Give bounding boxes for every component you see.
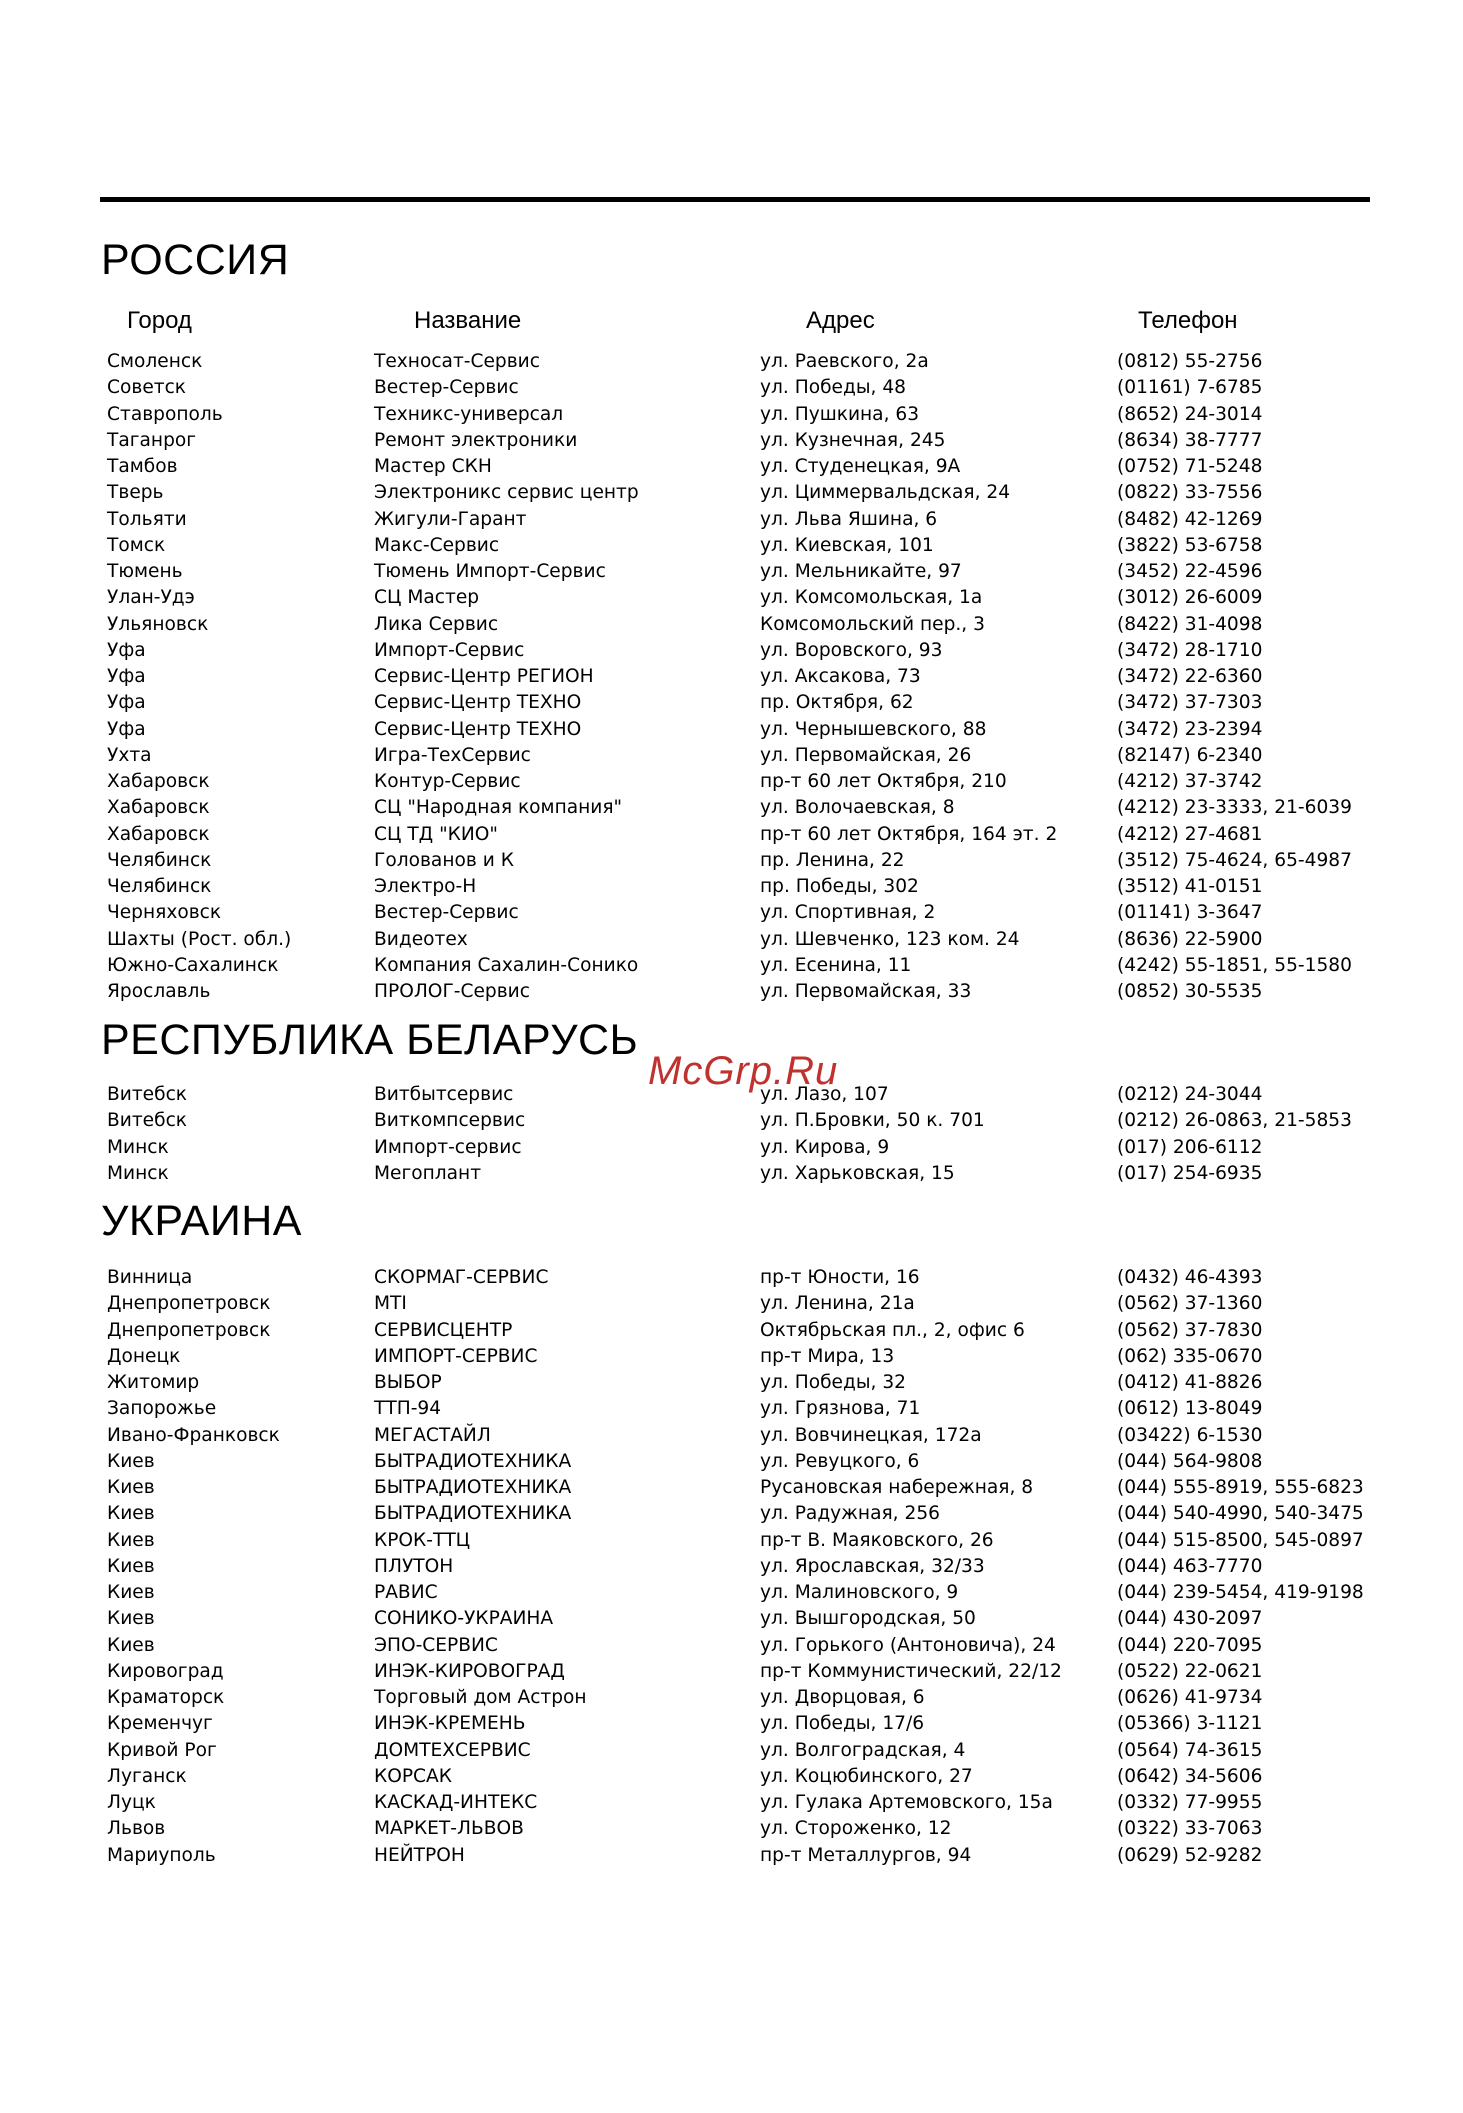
table-row	[0, 874, 1463, 900]
cell-city: Ухта	[107, 744, 152, 766]
cell-name: Торговый дом Астрон	[374, 1687, 587, 1708]
cell-name: Витбытсервис	[374, 1084, 514, 1105]
cell-name: Виткомпсервис	[374, 1110, 526, 1132]
table-row	[0, 1738, 1463, 1764]
table-row	[0, 743, 1463, 769]
cell-address: ул. Дворцовая, 6	[760, 1687, 925, 1708]
cell-address: ул. Есенина, 11	[760, 954, 912, 976]
cell-city: Тольяти	[107, 508, 187, 530]
cell-name: СЦ ТД "КИО"	[374, 823, 498, 845]
table-row	[0, 1790, 1463, 1816]
cell-address: ул. Харьковская, 15	[760, 1162, 955, 1184]
cell-phone: (0562) 37-1360	[1117, 1293, 1263, 1315]
cell-phone: (3472) 22-6360	[1117, 666, 1263, 687]
cell-city: Улан-Удэ	[107, 587, 195, 609]
cell-phone: (044) 239-5454, 419-9198	[1117, 1582, 1364, 1603]
cell-city: Днепропетровск	[107, 1293, 271, 1315]
cell-name: Мегоплант	[374, 1162, 482, 1184]
table-row	[0, 1580, 1463, 1606]
cell-city: Киев	[107, 1477, 155, 1498]
table-row	[0, 1501, 1463, 1527]
cell-address: ул. Радужная, 256	[760, 1503, 940, 1525]
cell-city: Витебск	[107, 1084, 188, 1105]
cell-phone: (0562) 37-7830	[1117, 1319, 1263, 1341]
cell-phone: (05366) 3-1121	[1117, 1713, 1263, 1735]
cell-address: ул. Победы, 32	[760, 1372, 906, 1393]
cell-phone: (82147) 6-2340	[1117, 744, 1263, 766]
cell-address: ул. Малиновского, 9	[760, 1582, 959, 1603]
table-row	[0, 717, 1463, 743]
cell-name: Ремонт электроники	[374, 429, 578, 451]
table-row	[0, 428, 1463, 454]
cell-name: Сервис-Центр ТЕХНО	[374, 692, 582, 714]
cell-phone: (0322) 33-7063	[1117, 1818, 1263, 1840]
cell-name: ПРОЛОГ-Сервис	[374, 981, 530, 1002]
cell-city: Уфа	[107, 718, 146, 740]
cell-phone: (0332) 77-9955	[1117, 1792, 1263, 1813]
cell-phone: (0812) 55-2756	[1117, 351, 1263, 372]
table-row	[0, 1108, 1463, 1134]
cell-address: ул. Кузнечная, 245	[760, 429, 946, 451]
cell-name: БЫТРАДИОТЕХНИКА	[374, 1477, 572, 1498]
cell-phone: (0626) 41-9734	[1117, 1687, 1263, 1708]
cell-name: Техносат-Сервис	[374, 351, 540, 372]
cell-address: ул. Вовчинецкая, 172а	[760, 1424, 982, 1446]
cell-address: ул. Раевского, 2а	[760, 351, 929, 372]
cell-city: Киев	[107, 1503, 155, 1525]
cell-address: ул. Льва Яшина, 6	[760, 508, 938, 530]
cell-city: Киев	[107, 1582, 155, 1603]
cell-name: ИМПОРТ-СЕРВИС	[374, 1345, 538, 1367]
cell-city: Смоленск	[107, 351, 203, 372]
cell-phone: (044) 555-8919, 555-6823	[1117, 1477, 1364, 1498]
table-row	[0, 1528, 1463, 1554]
cell-phone: (0752) 71-5248	[1117, 456, 1263, 477]
cell-name: ПЛУТОН	[374, 1555, 454, 1577]
table-row	[0, 480, 1463, 506]
cell-phone: (044) 540-4990, 540-3475	[1117, 1503, 1364, 1525]
cell-city: Кременчуг	[107, 1713, 213, 1735]
cell-phone: (0522) 22-0621	[1117, 1660, 1263, 1682]
cell-city: Хабаровск	[107, 797, 210, 819]
cell-name: СОНИКО-УКРАИНА	[374, 1608, 554, 1630]
cell-city: Киев	[107, 1555, 155, 1577]
cell-city: Ульяновск	[107, 613, 209, 635]
table-row	[0, 1764, 1463, 1790]
cell-city: Киев	[107, 1608, 155, 1630]
russia-service-list	[0, 349, 1463, 1005]
cell-phone: (03422) 6-1530	[1117, 1424, 1263, 1446]
cell-name: Контур-Сервис	[374, 771, 521, 792]
cell-city: Челябинск	[107, 849, 212, 871]
cell-name: НЕЙТРОН	[374, 1844, 465, 1866]
cell-phone: (4212) 27-4681	[1117, 823, 1263, 845]
cell-city: Тамбов	[107, 456, 178, 477]
cell-city: Минск	[107, 1136, 169, 1158]
table-row	[0, 1318, 1463, 1344]
cell-name: РАВИС	[374, 1582, 438, 1603]
cell-address: пр-т 60 лет Октября, 210	[760, 771, 1007, 792]
cell-name: Голованов и К	[374, 849, 514, 871]
table-row	[0, 585, 1463, 611]
cell-name: ЭПО-СЕРВИС	[374, 1634, 498, 1656]
table-row	[0, 1606, 1463, 1632]
table-row	[0, 1265, 1463, 1291]
column-header-name: Название	[414, 307, 522, 334]
cell-address: ул. Циммервальдская, 24	[760, 482, 1011, 504]
table-row	[0, 1475, 1463, 1501]
cell-city: Ивано-Франковск	[107, 1424, 280, 1446]
cell-name: Жигули-Гарант	[374, 508, 527, 530]
cell-phone: (3512) 41-0151	[1117, 876, 1263, 897]
table-row	[0, 1370, 1463, 1396]
cell-phone: (4212) 23-3333, 21-6039	[1117, 797, 1352, 819]
table-row	[0, 1396, 1463, 1422]
cell-address: ул. Первомайская, 26	[760, 744, 972, 766]
table-row	[0, 690, 1463, 716]
cell-address: ул. Стороженко, 12	[760, 1818, 952, 1840]
cell-phone: (01161) 7-6785	[1117, 377, 1263, 399]
cell-phone: (017) 206-6112	[1117, 1136, 1263, 1158]
table-row	[0, 1843, 1463, 1869]
cell-name: ИНЭК-КИРОВОГРАД	[374, 1660, 565, 1682]
cell-phone: (044) 515-8500, 545-0897	[1117, 1529, 1364, 1551]
cell-phone: (4242) 55-1851, 55-1580	[1117, 954, 1352, 976]
table-row	[0, 1449, 1463, 1475]
table-row	[0, 1135, 1463, 1161]
cell-city: Кривой Рог	[107, 1739, 217, 1761]
cell-city: Днепропетровск	[107, 1319, 271, 1341]
cell-address: ул. Мельникайте, 97	[760, 561, 962, 582]
cell-name: ИНЭК-КРЕМЕНЬ	[374, 1713, 526, 1735]
cell-address: Комсомольский пер., 3	[760, 613, 985, 635]
cell-city: Житомир	[107, 1372, 200, 1393]
cell-city: Мариуполь	[107, 1844, 216, 1866]
cell-address: пр-т 60 лет Октября, 164 эт. 2	[760, 823, 1058, 845]
cell-phone: (8652) 24-3014	[1117, 403, 1263, 425]
cell-name: ВЫБОР	[374, 1372, 442, 1393]
cell-address: ул. Победы, 17/6	[760, 1713, 925, 1735]
section-title-ukraine: УКРАИНА	[101, 1197, 302, 1245]
cell-phone: (0612) 13-8049	[1117, 1398, 1263, 1420]
cell-address: ул. Ленина, 21а	[760, 1293, 915, 1315]
column-header-address: Адрес	[806, 307, 875, 334]
cell-address: ул. Шевченко, 123 ком. 24	[760, 928, 1020, 950]
cell-name: Электроникс сервис центр	[374, 482, 639, 504]
table-row	[0, 900, 1463, 926]
cell-phone: (3472) 28-1710	[1117, 639, 1263, 661]
cell-address: ул. Воровского, 93	[760, 639, 943, 661]
cell-name: СКОРМАГ-СЕРВИС	[374, 1267, 549, 1288]
cell-address: ул. Ревуцкого, 6	[760, 1450, 920, 1472]
top-rule	[100, 197, 1370, 202]
cell-city: Киев	[107, 1529, 155, 1551]
cell-city: Хабаровск	[107, 823, 210, 845]
table-row	[0, 1291, 1463, 1317]
cell-city: Ярославль	[107, 981, 211, 1002]
cell-address: пр-т Мира, 13	[760, 1345, 895, 1367]
cell-phone: (8482) 42-1269	[1117, 508, 1263, 530]
table-row	[0, 612, 1463, 638]
cell-name: БЫТРАДИОТЕХНИКА	[374, 1503, 572, 1525]
cell-city: Киев	[107, 1450, 155, 1472]
table-row	[0, 1659, 1463, 1685]
cell-name: СЦ Мастер	[374, 587, 480, 609]
cell-phone: (3472) 23-2394	[1117, 718, 1263, 740]
cell-address: пр. Ленина, 22	[760, 849, 905, 871]
cell-city: Уфа	[107, 692, 146, 714]
cell-name: Электро-Н	[374, 876, 477, 897]
cell-name: КРОК-ТТЦ	[374, 1529, 471, 1551]
cell-address: ул. Пушкина, 63	[760, 403, 920, 425]
cell-phone: (01141) 3-3647	[1117, 902, 1263, 924]
cell-name: Вестер-Сервис	[374, 377, 519, 399]
cell-city: Минск	[107, 1162, 169, 1184]
cell-name: Лика Сервис	[374, 613, 499, 635]
table-row	[0, 638, 1463, 664]
cell-address: ул. Гулака Артемовского, 15а	[760, 1792, 1053, 1813]
cell-address: ул. Коцюбинского, 27	[760, 1765, 973, 1787]
cell-city: Луцк	[107, 1792, 156, 1813]
cell-name: Сервис-Центр РЕГИОН	[374, 666, 594, 687]
cell-address: ул. Аксакова, 73	[760, 666, 921, 687]
table-row	[0, 1816, 1463, 1842]
cell-name: КАСКАД-ИНТЕКС	[374, 1792, 538, 1813]
cell-address: ул. Волочаевская, 8	[760, 797, 955, 819]
cell-address: ул. П.Бровки, 50 к. 701	[760, 1110, 985, 1132]
cell-city: Уфа	[107, 639, 146, 661]
table-row	[0, 795, 1463, 821]
cell-name: Импорт-Сервис	[374, 639, 525, 661]
section-title-russia: РОССИЯ	[101, 236, 290, 284]
cell-name: БЫТРАДИОТЕХНИКА	[374, 1450, 572, 1472]
table-row	[0, 664, 1463, 690]
cell-name: Техникс-универсал	[374, 403, 564, 425]
cell-phone: (4212) 37-3742	[1117, 771, 1263, 792]
cell-phone: (062) 335-0670	[1117, 1345, 1263, 1367]
table-row	[0, 1161, 1463, 1187]
cell-city: Хабаровск	[107, 771, 210, 792]
table-row	[0, 454, 1463, 480]
cell-address: ул. Киевская, 101	[760, 534, 934, 556]
table-row	[0, 1423, 1463, 1449]
cell-name: Мастер СКН	[374, 456, 492, 477]
cell-name: Видеотех	[374, 928, 468, 950]
cell-phone: (0822) 33-7556	[1117, 482, 1263, 504]
table-row	[0, 1554, 1463, 1580]
cell-address: ул. Грязнова, 71	[760, 1398, 921, 1420]
table-row	[0, 533, 1463, 559]
watermark: McGrp.Ru	[648, 1049, 839, 1093]
cell-address: пр-т Металлургов, 94	[760, 1844, 972, 1866]
cell-city: Шахты (Рост. обл.)	[107, 928, 292, 950]
cell-name: СЦ "Народная компания"	[374, 797, 623, 819]
table-row	[0, 979, 1463, 1005]
cell-phone: (0852) 30-5535	[1117, 981, 1263, 1002]
cell-address: ул. Волгоградская, 4	[760, 1739, 966, 1761]
cell-address: Русановская набережная, 8	[760, 1477, 1034, 1498]
cell-phone: (044) 220-7095	[1117, 1634, 1263, 1656]
table-row	[0, 1633, 1463, 1659]
cell-city: Краматорск	[107, 1687, 225, 1708]
cell-phone: (0564) 74-3615	[1117, 1739, 1263, 1761]
table-row	[0, 375, 1463, 401]
cell-phone: (3012) 26-6009	[1117, 587, 1263, 609]
cell-phone: (8636) 22-5900	[1117, 928, 1263, 950]
section-title-belarus: РЕСПУБЛИКА БЕЛАРУСЬ	[101, 1016, 639, 1064]
cell-address: ул. Ярославская, 32/33	[760, 1555, 985, 1577]
cell-city: Тюмень	[107, 561, 183, 582]
cell-city: Южно-Сахалинск	[107, 954, 279, 976]
table-row	[0, 1344, 1463, 1370]
cell-city: Киев	[107, 1634, 155, 1656]
cell-address: Октябрьская пл., 2, офис 6	[760, 1319, 1025, 1341]
cell-address: ул. Комсомольская, 1а	[760, 587, 983, 609]
cell-name: Компания Сахалин-Сонико	[374, 954, 639, 976]
belarus-service-list	[0, 1082, 1463, 1187]
cell-city: Кировоград	[107, 1660, 224, 1682]
cell-phone: (0212) 26-0863, 21-5853	[1117, 1110, 1352, 1132]
cell-address: пр. Победы, 302	[760, 876, 919, 897]
cell-phone: (017) 254-6935	[1117, 1162, 1263, 1184]
cell-phone: (0412) 41-8826	[1117, 1372, 1263, 1393]
cell-city: Луганск	[107, 1765, 187, 1787]
cell-name: СЕРВИСЦЕНТР	[374, 1319, 513, 1341]
cell-phone: (3822) 53-6758	[1117, 534, 1263, 556]
cell-name: Макс-Сервис	[374, 534, 500, 556]
cell-phone: (8422) 31-4098	[1117, 613, 1263, 635]
cell-phone: (0212) 24-3044	[1117, 1084, 1263, 1105]
table-row	[0, 1685, 1463, 1711]
cell-address: пр. Октября, 62	[760, 692, 914, 714]
cell-city: Ставрополь	[107, 403, 223, 425]
cell-name: ДОМТЕХСЕРВИС	[374, 1739, 531, 1761]
cell-address: ул. Горького (Антоновича), 24	[760, 1634, 1056, 1656]
cell-phone: (0642) 34-5606	[1117, 1765, 1263, 1787]
cell-name: Вестер-Сервис	[374, 902, 519, 924]
table-row	[0, 927, 1463, 953]
table-row	[0, 822, 1463, 848]
cell-city: Томск	[107, 534, 166, 556]
cell-city: Уфа	[107, 666, 146, 687]
table-row	[0, 507, 1463, 533]
cell-phone: (044) 463-7770	[1117, 1555, 1263, 1577]
cell-address: ул. Студенецкая, 9А	[760, 456, 961, 477]
cell-name: Сервис-Центр ТЕХНО	[374, 718, 582, 740]
cell-address: ул. Чернышевского, 88	[760, 718, 987, 740]
cell-address: пр-т Юности, 16	[760, 1267, 920, 1288]
cell-phone: (3452) 22-4596	[1117, 561, 1263, 582]
cell-name: MTI	[374, 1293, 407, 1315]
cell-address: ул. Спортивная, 2	[760, 902, 936, 924]
table-row	[0, 559, 1463, 585]
cell-address: пр-т В. Маяковского, 26	[760, 1529, 994, 1551]
cell-address: ул. Кирова, 9	[760, 1136, 890, 1158]
cell-name: МАРКЕТ-ЛЬВОВ	[374, 1818, 524, 1840]
cell-name: Тюмень Импорт-Сервис	[374, 561, 606, 582]
cell-phone: (044) 564-9808	[1117, 1450, 1263, 1472]
table-row	[0, 349, 1463, 375]
cell-city: Челябинск	[107, 876, 212, 897]
cell-address: пр-т Коммунистический, 22/12	[760, 1660, 1062, 1682]
cell-address: ул. Победы, 48	[760, 377, 906, 399]
cell-address: ул. Лазо, 107	[760, 1084, 889, 1105]
cell-name: КОРСАК	[374, 1765, 452, 1787]
cell-phone: (0629) 52-9282	[1117, 1844, 1263, 1866]
cell-city: Витебск	[107, 1110, 188, 1132]
cell-city: Советск	[107, 377, 187, 399]
column-header-phone: Телефон	[1138, 307, 1238, 334]
table-row	[0, 1711, 1463, 1737]
cell-city: Львов	[107, 1818, 166, 1840]
cell-city: Таганрог	[107, 429, 197, 451]
cell-city: Донецк	[107, 1345, 181, 1367]
cell-address: ул. Первомайская, 33	[760, 981, 972, 1002]
column-header-city: Город	[127, 307, 192, 334]
cell-phone: (3472) 37-7303	[1117, 692, 1263, 714]
table-row	[0, 769, 1463, 795]
cell-city: Тверь	[107, 482, 164, 504]
table-row	[0, 848, 1463, 874]
cell-name: Импорт-сервис	[374, 1136, 522, 1158]
cell-phone: (044) 430-2097	[1117, 1608, 1263, 1630]
cell-city: Черняховск	[107, 902, 222, 924]
cell-city: Запорожье	[107, 1398, 217, 1420]
cell-name: МЕГАСТАЙЛ	[374, 1424, 491, 1446]
table-row	[0, 402, 1463, 428]
cell-phone: (3512) 75-4624, 65-4987	[1117, 849, 1352, 871]
ukraine-service-list	[0, 1265, 1463, 1869]
cell-phone: (0432) 46-4393	[1117, 1267, 1263, 1288]
cell-address: ул. Вышгородская, 50	[760, 1608, 976, 1630]
cell-city: Винница	[107, 1267, 193, 1288]
cell-name: Игра-ТехСервис	[374, 744, 531, 766]
cell-name: ТТП-94	[374, 1398, 442, 1420]
cell-phone: (8634) 38-7777	[1117, 429, 1263, 451]
table-row	[0, 953, 1463, 979]
